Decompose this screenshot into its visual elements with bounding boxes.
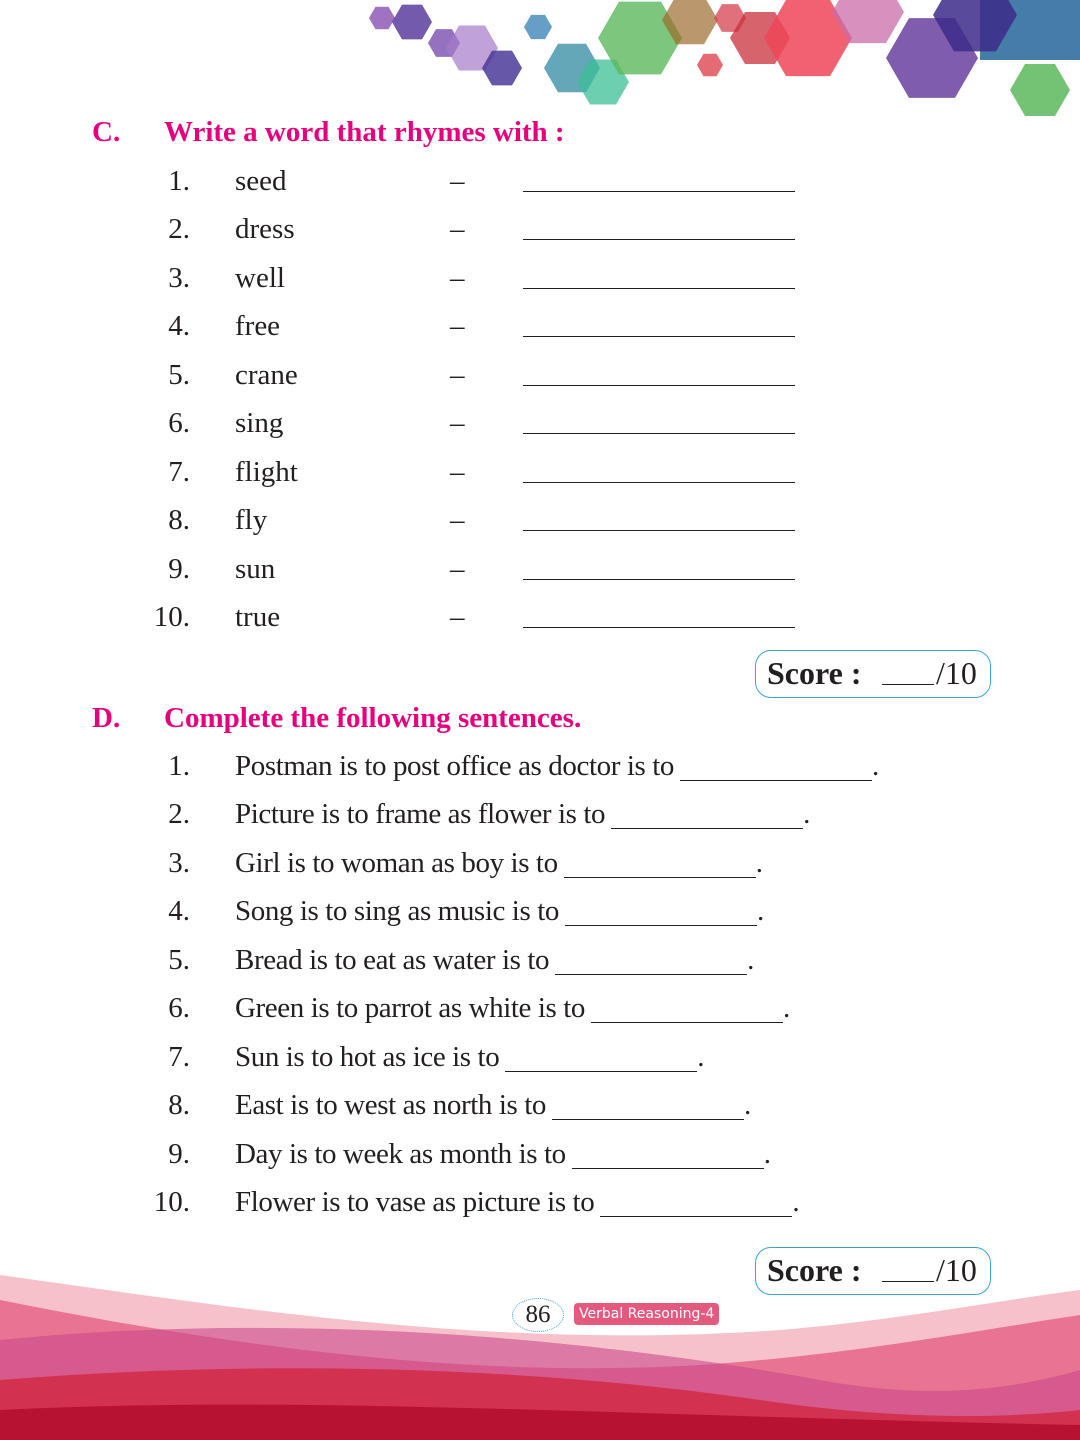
sentence-text: Flower is to vase as picture is to xyxy=(235,1186,595,1218)
dash: – xyxy=(450,262,465,294)
answer-blank[interactable] xyxy=(564,849,756,878)
dash: – xyxy=(450,359,465,391)
item-number: 7. xyxy=(168,456,190,488)
sentence-item-10 xyxy=(0,1186,1080,1226)
hexagon-decoration xyxy=(0,0,1080,130)
score-box-c xyxy=(755,650,991,698)
end-punct: . xyxy=(697,1041,705,1073)
rhyme-item-1 xyxy=(0,165,1080,205)
rhyme-word: true xyxy=(235,601,281,633)
sentence-item-1 xyxy=(0,750,1080,790)
end-punct: . xyxy=(755,847,763,879)
sentence-item-8 xyxy=(0,1089,1080,1129)
item-number: 5. xyxy=(168,359,190,391)
answer-blank[interactable] xyxy=(523,433,795,434)
rhyme-item-7 xyxy=(0,456,1080,496)
item-number: 2. xyxy=(168,798,190,830)
dash: – xyxy=(450,310,465,342)
rhyme-item-6 xyxy=(0,407,1080,447)
rhyme-word: crane xyxy=(235,359,298,391)
item-number: 10. xyxy=(153,601,190,633)
item-number: 8. xyxy=(168,504,190,536)
item-number: 4. xyxy=(168,310,190,342)
rhyme-word: dress xyxy=(235,213,295,245)
item-number: 6. xyxy=(168,407,190,439)
item-number: 2. xyxy=(168,213,190,245)
end-punct: . xyxy=(803,798,811,830)
score-total: /10 xyxy=(936,655,977,691)
rhyme-item-2 xyxy=(0,213,1080,253)
dash: – xyxy=(450,601,465,633)
rhyme-item-5 xyxy=(0,359,1080,399)
score-blank[interactable] xyxy=(882,1281,934,1282)
sentence-text: East is to west as north is to xyxy=(235,1089,547,1121)
sentence-text: Bread is to eat as water is to xyxy=(235,944,550,976)
end-punct: . xyxy=(747,944,755,976)
sentence-text: Postman is to post office as doctor is to xyxy=(235,750,674,782)
answer-blank[interactable] xyxy=(523,482,795,483)
rhyme-word: free xyxy=(235,310,281,342)
answer-blank[interactable] xyxy=(523,385,795,386)
answer-blank[interactable] xyxy=(523,288,795,289)
end-punct: . xyxy=(783,992,790,1024)
end-punct: . xyxy=(756,895,764,927)
dash: – xyxy=(450,165,465,197)
section-d-letter: D. xyxy=(92,702,121,734)
section-d-title: Complete the following sentences. xyxy=(164,702,582,734)
answer-blank[interactable] xyxy=(572,1140,764,1169)
rhyme-word: fly xyxy=(235,504,268,536)
rhyme-item-9 xyxy=(0,553,1080,593)
item-number: 4. xyxy=(168,895,190,927)
item-number: 8. xyxy=(168,1089,190,1121)
item-number: 1. xyxy=(168,165,190,197)
sentence-item-2 xyxy=(0,798,1080,838)
sentence-item-5 xyxy=(0,944,1080,984)
rhyme-item-3 xyxy=(0,262,1080,302)
rhyme-word: flight xyxy=(235,456,298,488)
answer-blank[interactable] xyxy=(611,800,803,829)
answer-blank[interactable] xyxy=(552,1091,744,1120)
answer-blank[interactable] xyxy=(600,1188,792,1217)
answer-blank[interactable] xyxy=(523,336,795,337)
sentence-text: Sun is to hot as ice is to xyxy=(235,1041,500,1073)
book-title-badge: Verbal Reasoning-4 xyxy=(574,1303,719,1325)
sentence-item-4 xyxy=(0,895,1080,935)
wave-decoration xyxy=(0,1270,1080,1440)
score-blank[interactable] xyxy=(882,684,934,685)
sentence-text: Girl is to woman as boy is to xyxy=(235,847,558,879)
dash: – xyxy=(450,213,465,245)
sentence-item-6 xyxy=(0,992,1080,1032)
item-number: 3. xyxy=(168,847,190,879)
answer-blank[interactable] xyxy=(523,530,795,531)
end-punct: . xyxy=(744,1089,751,1121)
dash: – xyxy=(450,553,465,585)
dash: – xyxy=(450,456,465,488)
rhyme-item-4 xyxy=(0,310,1080,350)
end-punct: . xyxy=(792,1186,800,1218)
sentence-text: Song is to sing as music is to xyxy=(235,895,559,927)
answer-blank[interactable] xyxy=(523,627,795,628)
score-label: Score : xyxy=(767,655,862,691)
answer-blank[interactable] xyxy=(505,1043,697,1072)
end-punct: . xyxy=(871,750,879,782)
item-number: 9. xyxy=(168,1138,190,1170)
sentence-text: Green is to parrot as white is to xyxy=(235,992,586,1024)
dash: – xyxy=(450,504,465,536)
section-c-title: Write a word that rhymes with : xyxy=(164,116,565,148)
dash: – xyxy=(450,407,465,439)
score-box-d xyxy=(755,1247,991,1295)
section-c-letter: C. xyxy=(92,116,121,148)
sentence-item-9 xyxy=(0,1138,1080,1178)
sentence-item-7 xyxy=(0,1041,1080,1081)
answer-blank[interactable] xyxy=(523,239,795,240)
answer-blank[interactable] xyxy=(523,191,795,192)
score-total: /10 xyxy=(936,1252,977,1288)
rhyme-word: sun xyxy=(235,553,276,585)
rhyme-word: seed xyxy=(235,165,287,197)
answer-blank[interactable] xyxy=(591,994,783,1023)
item-number: 1. xyxy=(168,750,190,782)
rhyme-word: sing xyxy=(235,407,284,439)
answer-blank[interactable] xyxy=(523,579,795,580)
sentence-text: Day is to week as month is to xyxy=(235,1138,566,1170)
answer-blank[interactable] xyxy=(680,752,872,781)
item-number: 5. xyxy=(168,944,190,976)
rhyme-item-8 xyxy=(0,504,1080,544)
end-punct: . xyxy=(763,1138,771,1170)
sentence-item-3 xyxy=(0,847,1080,887)
sentence-text: Picture is to frame as flower is to xyxy=(235,798,606,830)
rhyme-item-10 xyxy=(0,601,1080,641)
item-number: 10. xyxy=(153,1186,190,1218)
answer-blank[interactable] xyxy=(555,946,747,975)
rhyme-word: well xyxy=(235,262,285,294)
score-label: Score : xyxy=(767,1252,862,1288)
item-number: 9. xyxy=(168,553,190,585)
answer-blank[interactable] xyxy=(565,897,757,926)
page-number: 86 xyxy=(512,1298,564,1332)
item-number: 7. xyxy=(168,1041,190,1073)
item-number: 3. xyxy=(168,262,190,294)
item-number: 6. xyxy=(168,992,190,1024)
